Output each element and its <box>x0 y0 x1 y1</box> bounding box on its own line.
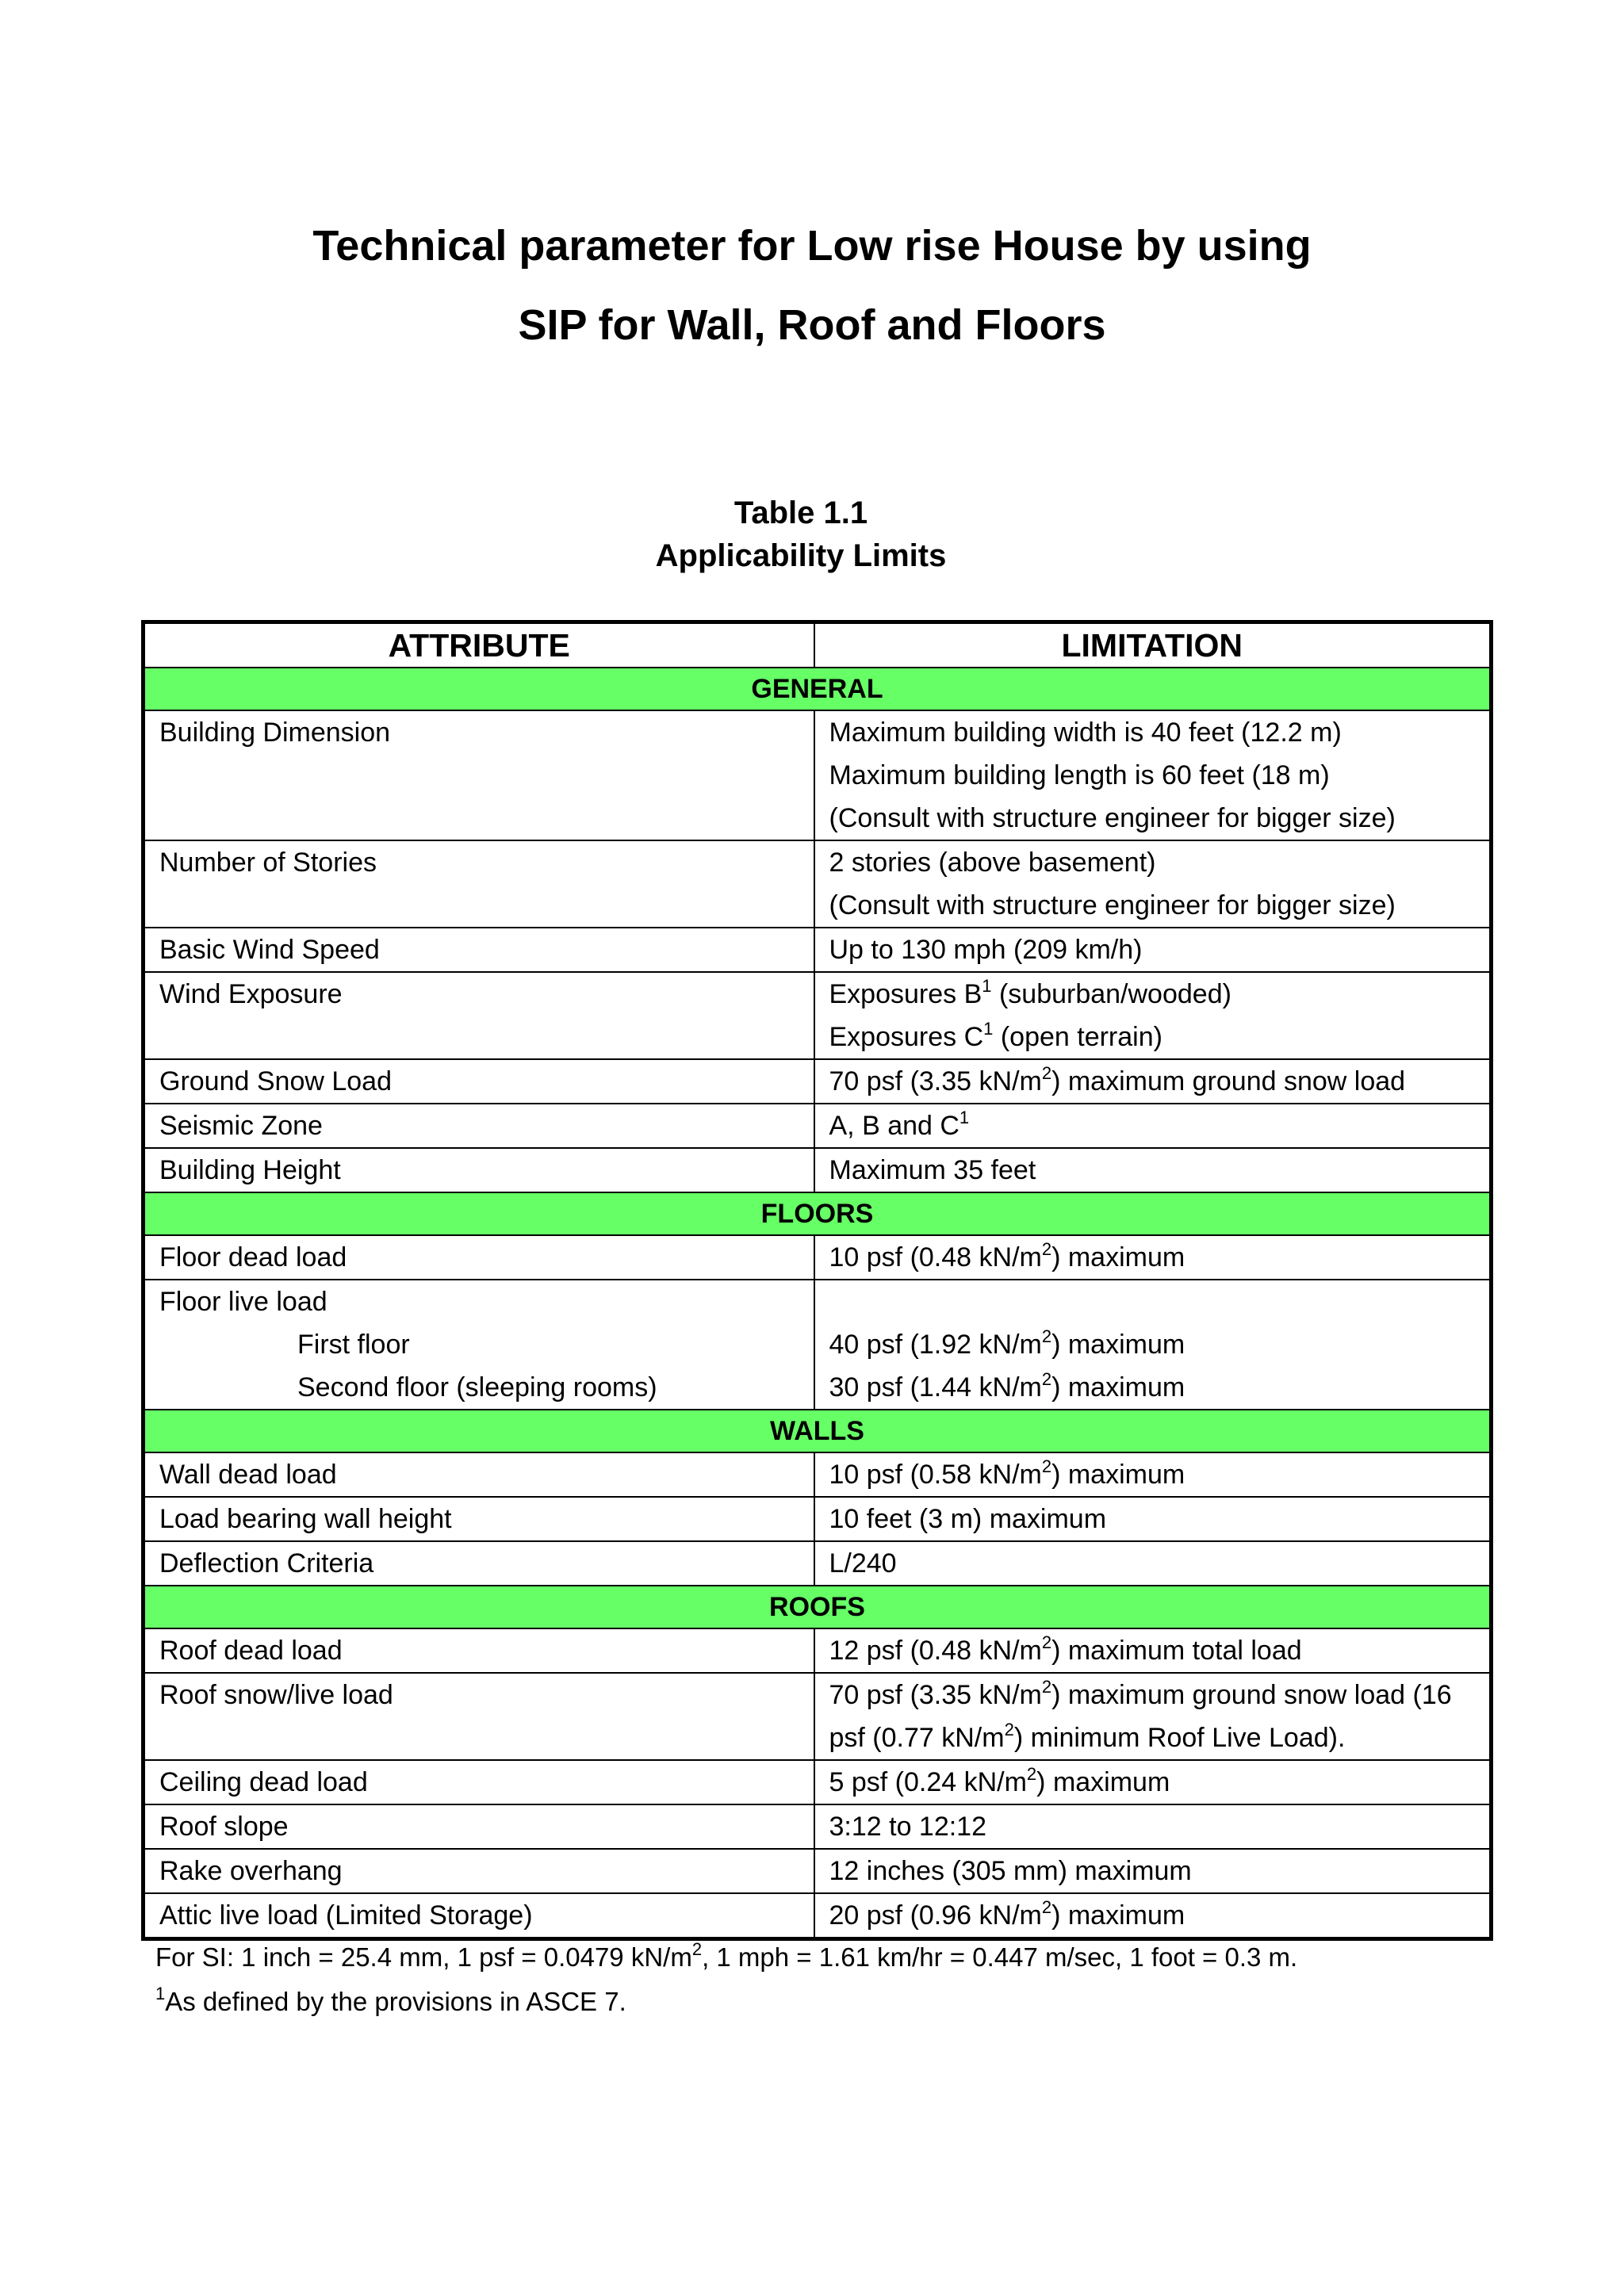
table-caption <box>0 492 1602 577</box>
table-row <box>144 1104 1492 1148</box>
limitation-cell <box>814 840 1492 928</box>
table-row <box>144 1849 1492 1893</box>
limitation-line: (Consult with structure engineer for bigger size) <box>829 803 1396 833</box>
table-row <box>144 1148 1492 1192</box>
limitation-line: 2 stories (above basement) <box>829 848 1156 878</box>
limitation-cell: 10 psf (0.58 $kN/m^2$) maximum <box>814 1452 1492 1497</box>
section-label: FLOORS <box>144 1192 1492 1235</box>
limitation-cell: 3:12 to 12:12 <box>814 1804 1492 1849</box>
applicability-limits-table <box>141 620 1493 1941</box>
limitation-cell <box>814 1673 1492 1760</box>
superscript: 2 <box>1041 1063 1052 1083</box>
attribute-cell: Attic live load (Limited Storage) <box>144 1893 814 1939</box>
title-line-2: SIP for Wall, Roof and Floors <box>518 301 1106 349</box>
superscript: 2 <box>1041 1326 1052 1346</box>
attribute-cell: Floor dead load <box>144 1235 814 1280</box>
sub-attribute-line: First floor <box>297 1330 410 1360</box>
attribute-cell: Basic Wind Speed <box>144 928 814 972</box>
superscript: 2 <box>1041 1369 1052 1389</box>
attribute-cell: Wall dead load <box>144 1452 814 1497</box>
superscript: 2 <box>1026 1764 1037 1784</box>
limitation-cell: 20 psf (0.96 $kN/m^2$) maximum <box>814 1893 1492 1939</box>
limitation-cell <box>814 972 1492 1059</box>
limitation-cell: 12 inches (305 mm) maximum <box>814 1849 1492 1893</box>
attribute-cell: Ceiling dead load <box>144 1760 814 1804</box>
section-label: GENERAL <box>144 668 1492 710</box>
section-walls <box>144 1410 1492 1452</box>
footnote-asce: $^1$As defined by the provisions in ASCE 7. <box>155 1984 626 2016</box>
attribute-cell: Wind Exposure <box>144 972 814 1059</box>
limitation-cell <box>814 710 1492 840</box>
limitation-line: Maximum building width is 40 feet (12.2 m) <box>829 718 1342 748</box>
limitation-line: Exposures $B^1$ (suburban/wooded) <box>829 976 1231 1009</box>
limitation-line: Maximum building length is 60 feet (18 m) <box>829 760 1330 790</box>
superscript: 2 <box>1041 1897 1052 1917</box>
limitation-cell: 10 feet (3 m) maximum <box>814 1497 1492 1541</box>
table-row <box>144 710 1492 840</box>
table-row <box>144 1280 1492 1410</box>
table-row <box>144 1893 1492 1939</box>
table-row <box>144 1804 1492 1849</box>
attribute-cell: Deflection Criteria <box>144 1541 814 1586</box>
superscript: 2 <box>1041 1677 1052 1697</box>
section-general <box>144 668 1492 710</box>
limitation-cell: 70 psf (3.35 $kN/m^2$) maximum ground snow load <box>814 1059 1492 1104</box>
table-number: Table 1.1 <box>733 496 868 530</box>
table-row <box>144 840 1492 928</box>
limitation-cell: A, B and $C^1$ <box>814 1104 1492 1148</box>
document-title <box>0 206 1624 365</box>
section-roofs <box>144 1586 1492 1628</box>
table-title: Applicability Limits <box>655 538 947 573</box>
section-label: WALLS <box>144 1410 1492 1452</box>
table-row <box>144 972 1492 1059</box>
sub-attribute-line: Second floor (sleeping rooms) <box>297 1372 657 1402</box>
si-conversion-note: For SI: 1 inch = 25.4 mm, 1 psf = 0.0479 $kN/m^2$, 1 mph = 1.61 km/hr = 0.447 m/sec, 1 foot = 0.3 m. <box>155 1939 1298 1972</box>
limitation-cell: 12 psf (0.48 $kN/m^2$) maximum total load <box>814 1628 1492 1673</box>
limitation-column-header: LIMITATION <box>814 622 1492 668</box>
superscript: 2 <box>1004 1720 1014 1739</box>
limitation-cell: Maximum 35 feet <box>814 1148 1492 1192</box>
superscript: 2 <box>1041 1456 1052 1476</box>
limitation-cell: Up to 130 mph (209 km/h) <box>814 928 1492 972</box>
table-row <box>144 1673 1492 1760</box>
table-row <box>144 1628 1492 1673</box>
attribute-cell: Seismic Zone <box>144 1104 814 1148</box>
table-row <box>144 1541 1492 1586</box>
attribute-cell: Building Height <box>144 1148 814 1192</box>
attribute-column-header: ATTRIBUTE <box>144 622 814 668</box>
limitation-line: 30 psf (1.44 $kN/m^2$) maximum <box>829 1369 1185 1402</box>
attribute-cell: Roof dead load <box>144 1628 814 1673</box>
footnote-marker: 1 <box>982 976 992 996</box>
attribute-cell: Number of Stories <box>144 840 814 928</box>
footnote-marker: 1 <box>155 1984 166 2003</box>
limitation-line: 40 psf (1.92 $kN/m^2$) maximum <box>829 1326 1185 1360</box>
limitation-cell: L/240 <box>814 1541 1492 1586</box>
table-row <box>144 1760 1492 1804</box>
table-row <box>144 1235 1492 1280</box>
superscript: 2 <box>1041 1239 1052 1259</box>
footnote-marker: 1 <box>983 1019 994 1039</box>
superscript: 2 <box>1041 1632 1052 1652</box>
attribute-cell: Building Dimension <box>144 710 814 840</box>
table-row <box>144 928 1492 972</box>
section-floors <box>144 1192 1492 1235</box>
limitation-line: 70 psf (3.35 $kN/m^2$) maximum ground snow load (16 <box>829 1677 1452 1710</box>
attribute-line: Floor live load <box>159 1287 327 1317</box>
superscript: 2 <box>691 1939 703 1959</box>
attribute-cell: Roof slope <box>144 1804 814 1849</box>
table-header-row <box>144 622 1492 668</box>
table-row <box>144 1497 1492 1541</box>
section-label: ROOFS <box>144 1586 1492 1628</box>
limitation-line: (Consult with structure engineer for bigger size) <box>829 890 1396 920</box>
limitation-line: Exposures $C^1$ (open terrain) <box>829 1019 1162 1052</box>
table-row <box>144 1452 1492 1497</box>
attribute-cell: Rake overhang <box>144 1849 814 1893</box>
footnote-marker: 1 <box>959 1108 970 1127</box>
attribute-cell: Ground Snow Load <box>144 1059 814 1104</box>
attribute-cell: Roof snow/live load <box>144 1673 814 1760</box>
limitation-cell: 10 psf (0.48 $kN/m^2$) maximum <box>814 1235 1492 1280</box>
attribute-cell: Load bearing wall height <box>144 1497 814 1541</box>
blank-line <box>829 1280 1476 1323</box>
title-line-1: Technical parameter for Low rise House by using <box>312 222 1312 270</box>
limitation-cell <box>814 1280 1492 1410</box>
limitation-cell: 5 psf (0.24 $kN/m^2$) maximum <box>814 1760 1492 1804</box>
limitation-line: psf (0.77 $kN/m^2$) minimum Roof Live Load). <box>829 1720 1346 1753</box>
table-row <box>144 1059 1492 1104</box>
attribute-cell <box>144 1280 814 1410</box>
